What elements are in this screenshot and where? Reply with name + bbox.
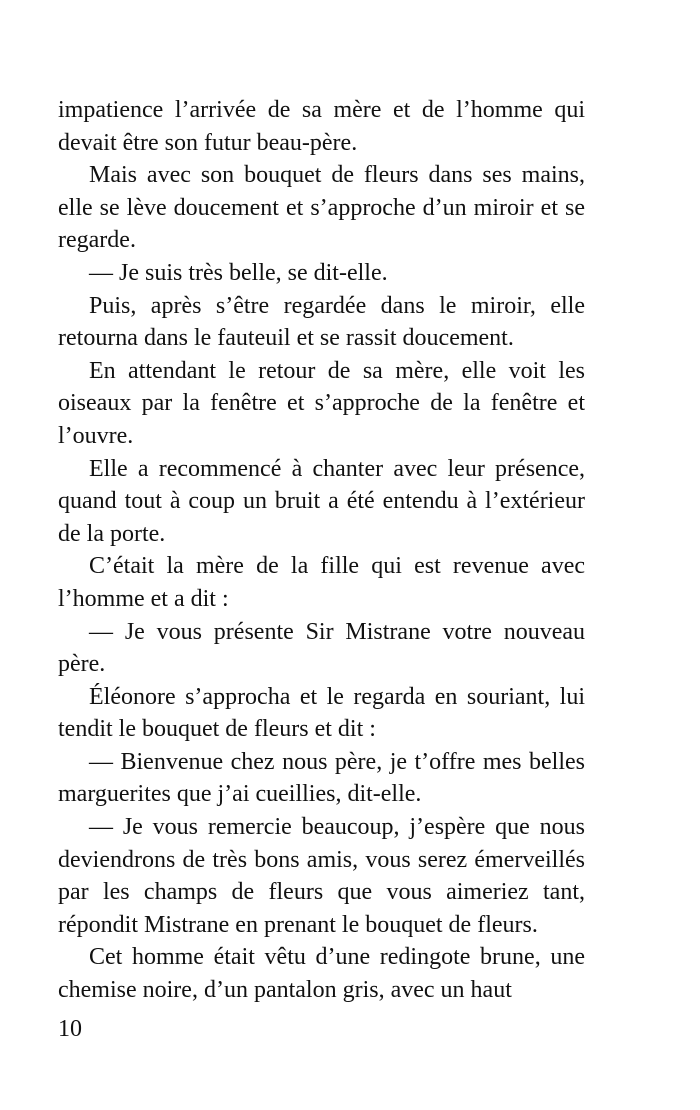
dialogue-paragraph: — Je suis très belle, se dit-elle. (89, 259, 388, 286)
paragraph: Elle a recommencé à chanter avec leur présence, quand tout à coup un bruit a été entendu à l’extérieur de la porte. (58, 455, 585, 547)
page-number: 10 (58, 1016, 82, 1042)
dialogue-paragraph: — Bienvenue chez nous père, je t’offre mes belles marguerites que j’ai cueillies, dit-elle. (58, 748, 585, 808)
dialogue-paragraph: — Je vous remercie beaucoup, j’espère que nous deviendrons de très bons amis, vous serez émerveillés par les champs de fleurs que vous aimeriez tant, répondit Mistrane en prenant le bouquet de fleurs. (58, 814, 585, 938)
paragraph-continues: Cet homme était vêtu d’une redingote brune, une chemise noire, d’un pantalon gris, avec un haut (58, 944, 585, 1004)
paragraph: En attendant le retour de sa mère, elle voit les oiseaux par la fenêtre et s’approche de la fenêtre et l’ouvre. (58, 357, 585, 449)
page-body (58, 94, 585, 1007)
paragraph: Mais avec son bouquet de fleurs dans ses mains, elle se lève doucement et s’approche d’un miroir et se regarde. (58, 162, 585, 254)
dialogue-paragraph: — Je vous présente Sir Mistrane votre nouveau père. (58, 618, 585, 678)
paragraph: Puis, après s’être regardée dans le miroir, elle retourna dans le fauteuil et se rassit doucement. (58, 292, 585, 352)
paragraph: Éléonore s’approcha et le regarda en souriant, lui tendit le bouquet de fleurs et dit : (58, 683, 585, 743)
paragraph-continued: impatience l’arrivée de sa mère et de l’homme qui devait être son futur beau-père. (58, 97, 585, 156)
paragraph: C’était la mère de la fille qui est revenue avec l’homme et a dit : (58, 553, 585, 612)
